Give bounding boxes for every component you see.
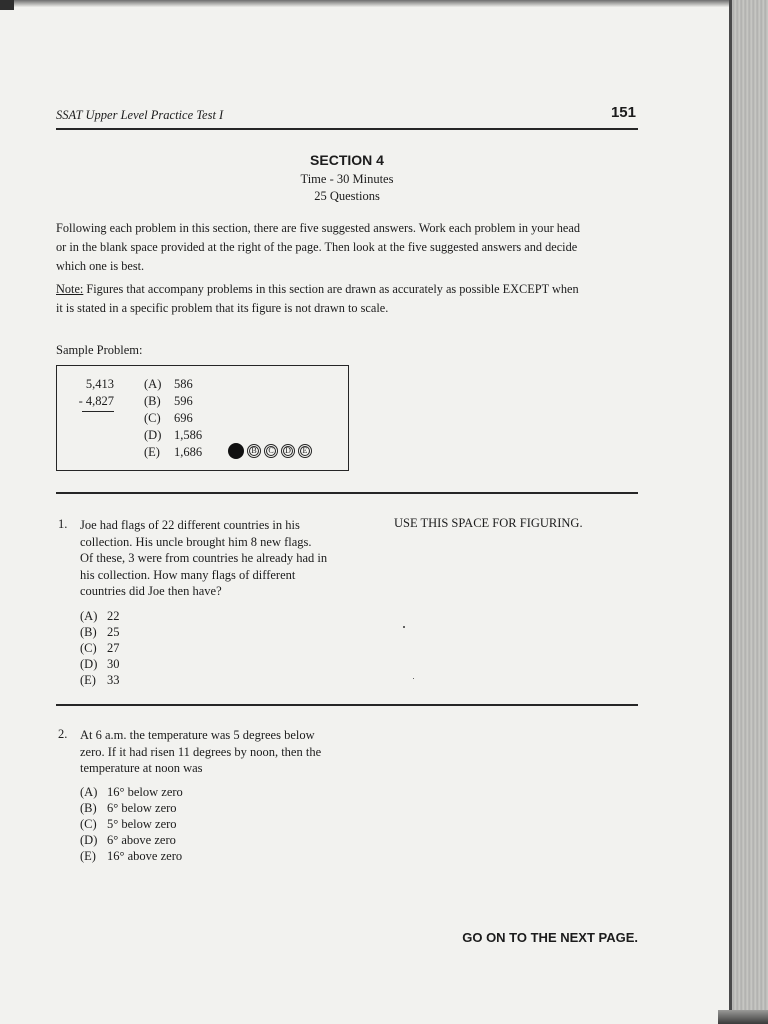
answer-option[interactable] (80, 673, 120, 688)
option-letter: (B) (144, 394, 161, 408)
answer-bubble-a-filled[interactable] (228, 443, 244, 459)
header-rule (56, 128, 638, 130)
question-line: Of these, 3 were from countries he already had in (80, 551, 328, 565)
section-time: Time - 30 Minutes (300, 172, 394, 186)
option-text: 1,586 (174, 428, 203, 442)
section-question-count: 25 Questions (314, 189, 380, 203)
section-title: SECTION 4 (310, 152, 384, 168)
option-letter: (A) (80, 609, 98, 623)
note-text: Figures that accompany problems in this section are drawn as accurately as possible EXCEPT when (83, 282, 579, 296)
answer-bubble-d[interactable]: D (281, 444, 295, 458)
figuring-space-label: USE THIS SPACE FOR FIGURING. (394, 516, 583, 530)
instructions-paragraph (56, 219, 646, 276)
option-letter: (A) (144, 377, 162, 391)
question-line: collection. His uncle brought him 8 new flags. (80, 534, 312, 549)
sample-problem-label: Sample Problem: (56, 343, 143, 357)
option-letter: (B) (80, 801, 97, 815)
option-letter: (B) (80, 625, 97, 639)
question-line: Joe had flags of 22 different countries in his (80, 518, 300, 532)
option-letter: (A) (80, 785, 98, 799)
instructions-line: or in the blank space provided at the right of the page. Then look at the five suggested answers and decide (56, 240, 578, 254)
option-text: 33 (107, 673, 120, 687)
option-text: 696 (174, 411, 193, 425)
option-text: 1,686 (174, 445, 203, 459)
sample-option (144, 377, 193, 392)
note-paragraph (56, 280, 646, 318)
question-divider (56, 704, 638, 706)
question-line: At 6 a.m. the temperature was 5 degrees below (80, 728, 315, 742)
option-text: 6° above zero (107, 833, 176, 847)
question-number: 2. (58, 727, 68, 741)
answer-option[interactable] (80, 609, 120, 624)
sample-option (144, 411, 193, 426)
option-letter: (E) (144, 445, 160, 459)
instructions-line: Following each problem in this section, there are five suggested answers. Work each problem in your head (56, 221, 580, 235)
answer-bubble-b[interactable]: B (247, 444, 261, 458)
option-letter: (C) (80, 817, 97, 831)
option-letter: (E) (80, 849, 96, 863)
answer-option[interactable] (80, 801, 177, 816)
question-line: zero. If it had risen 11 degrees by noon, then the (80, 744, 322, 759)
spine-bottom-shadow (718, 1010, 768, 1024)
note-label: Note: (56, 282, 84, 296)
question-text (80, 517, 370, 600)
sample-option (144, 428, 202, 443)
scan-corner-shadow (0, 0, 14, 10)
answer-bubble-c[interactable]: C (264, 444, 278, 458)
question-line: countries did Joe then have? (80, 584, 222, 598)
instructions-line: which one is best. (56, 259, 145, 273)
option-text: 16° below zero (107, 785, 183, 799)
sample-minuend: 5,413 (85, 377, 114, 391)
option-letter: (D) (80, 657, 98, 671)
option-text: 30 (107, 657, 120, 671)
question-number: 1. (58, 517, 68, 531)
answer-option[interactable] (80, 657, 120, 672)
sample-subtraction-line (82, 411, 114, 412)
option-text: 5° below zero (107, 817, 177, 831)
page-edge-line (729, 0, 732, 1024)
answer-bubble-e[interactable]: E (298, 444, 312, 458)
question-line: his collection. How many flags of different (80, 567, 296, 582)
option-text: 586 (174, 377, 193, 391)
sample-subtrahend: - 4,827 (78, 394, 114, 408)
option-letter: (C) (144, 411, 161, 425)
scan-top-shadow (0, 0, 735, 7)
go-on-next-page: GO ON TO THE NEXT PAGE. (462, 930, 638, 945)
sample-answer-bubbles (228, 443, 312, 459)
option-text: 16° above zero (107, 849, 183, 863)
answer-option[interactable] (80, 785, 183, 800)
option-text: 25 (107, 625, 120, 639)
section-divider (56, 492, 638, 494)
option-letter: (E) (80, 673, 96, 687)
scan-speck (403, 626, 405, 628)
sample-option (144, 394, 193, 409)
answer-option[interactable] (80, 817, 177, 832)
answer-option[interactable] (80, 625, 120, 640)
answer-option[interactable] (80, 833, 176, 848)
option-letter: (D) (80, 833, 98, 847)
option-letter: (D) (144, 428, 162, 442)
page-number: 151 (610, 104, 636, 121)
book-spine-edge (730, 0, 768, 1024)
answer-option[interactable] (80, 641, 120, 656)
option-text: 6° below zero (107, 801, 177, 815)
question-line: temperature at noon was (80, 761, 203, 775)
question-text (80, 727, 370, 777)
option-text: 22 (107, 609, 120, 623)
running-header-title: SSAT Upper Level Practice Test I (56, 108, 224, 122)
answer-option[interactable] (80, 849, 182, 864)
sample-option (144, 445, 202, 460)
scan-speck (413, 678, 414, 679)
option-letter: (C) (80, 641, 97, 655)
option-text: 27 (107, 641, 120, 655)
option-text: 596 (174, 394, 193, 408)
note-line: it is stated in a specific problem that its figure is not drawn to scale. (56, 301, 389, 315)
note-line (56, 280, 646, 299)
